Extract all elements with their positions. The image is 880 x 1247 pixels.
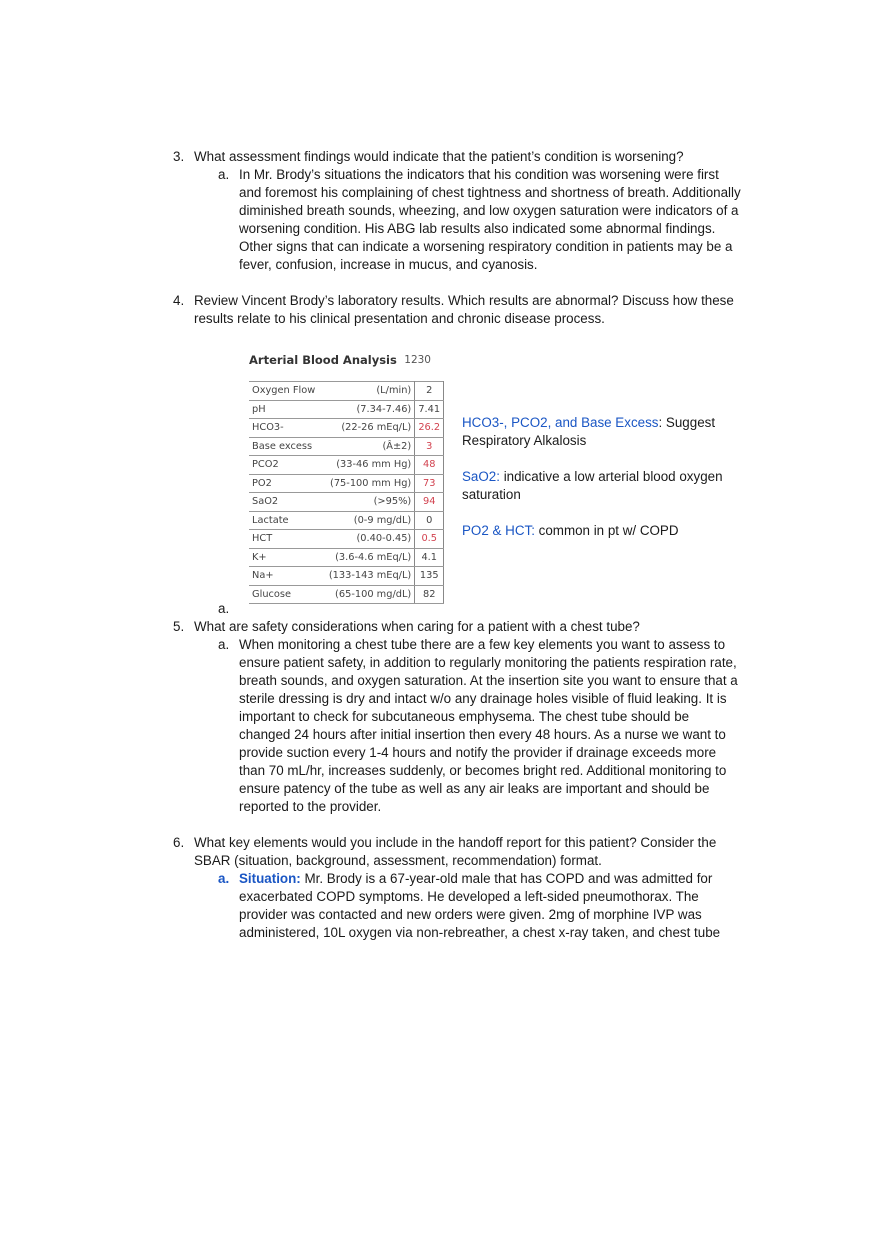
abg-value: 82 xyxy=(415,585,444,604)
abg-row xyxy=(249,548,444,567)
abg-reference-range: (0.40-0.45) xyxy=(318,530,415,549)
abg-row xyxy=(249,530,444,549)
abg-value: 7.41 xyxy=(415,400,444,419)
abg-test-name: Na+ xyxy=(249,567,318,586)
abg-reference-range: (22-26 mEq/L) xyxy=(318,419,415,438)
abg-reference-range: (L/min) xyxy=(318,382,415,401)
abg-test-name: Glucose xyxy=(249,585,318,604)
abg-reference-range: (33-46 mm Hg) xyxy=(318,456,415,475)
abg-row xyxy=(249,437,444,456)
q6-answer-label: a. xyxy=(218,871,230,886)
abg-value: 4.1 xyxy=(415,548,444,567)
q4-answer-label: a. xyxy=(218,601,230,616)
q5-number: 5. xyxy=(173,619,185,634)
q6-answer xyxy=(239,870,743,942)
note-po2-hct: PO2 & HCT: common in pt w/ COPD xyxy=(462,523,679,538)
abg-reference-range: (0-9 mg/dL) xyxy=(318,511,415,530)
abg-test-name: K+ xyxy=(249,548,318,567)
abg-row xyxy=(249,567,444,586)
abg-test-name: pH xyxy=(249,400,318,419)
abg-row xyxy=(249,474,444,493)
q4-number: 4. xyxy=(173,293,185,308)
abg-row xyxy=(249,400,444,419)
abg-reference-range: (133-143 mEq/L) xyxy=(318,567,415,586)
abg-lab-table xyxy=(249,352,449,604)
abg-value: 73 xyxy=(415,474,444,493)
abg-test-name: PCO2 xyxy=(249,456,318,475)
abg-value: 26.2 xyxy=(415,419,444,438)
abg-test-name: PO2 xyxy=(249,474,318,493)
abg-reference-range: (65-100 mg/dL) xyxy=(318,585,415,604)
abg-test-name: HCT xyxy=(249,530,318,549)
abg-value: 48 xyxy=(415,456,444,475)
abg-value: 2 xyxy=(415,382,444,401)
note-sao2: SaO2: indicative a low arterial blood oxygen saturation xyxy=(462,469,723,502)
q6-question: What key elements would you include in the handoff report for this patient? Consider the SBAR (situation, background, assessment, recommendation) format. xyxy=(194,835,717,868)
question-4 xyxy=(173,292,743,618)
abg-test-name: SaO2 xyxy=(249,493,318,512)
abg-row xyxy=(249,585,444,604)
situation-heading: Situation: xyxy=(239,871,301,886)
q3-question: What assessment findings would indicate that the patient’s condition is worsening? xyxy=(194,149,684,164)
q5-question: What are safety considerations when caring for a patient with a chest tube? xyxy=(194,619,640,634)
abg-test-name: Base excess xyxy=(249,437,318,456)
abg-reference-range: (3.6-4.6 mEq/L) xyxy=(318,548,415,567)
abg-title: Arterial Blood Analysis xyxy=(249,353,397,367)
abg-row xyxy=(249,511,444,530)
q3-answer: In Mr. Brody’s situations the indicators that his condition was worsening were first and foremost his complaining of chest tightness and shortness of breath. Additionally diminished breath sounds, wheezing, and low oxygen saturation were indicators of a worsening condition. His ABG lab results also indicated some abnormal findings. Other signs that can indicate a worsening respiratory condition in patients may be a fever, confusion, increase in mucus, and cyanosis. xyxy=(239,167,741,272)
abg-row xyxy=(249,493,444,512)
q3-answer-label: a. xyxy=(218,167,230,182)
note-acid-base: HCO3-, PCO2, and Base Excess: Suggest Respiratory Alkalosis xyxy=(462,415,716,448)
situation-text: Mr. Brody is a 67-year-old male that has COPD and was admitted for exacerbated COPD symptoms. He developed a left-sided pneumothorax. The provider was contacted and new orders were given. 2mg of morphine IVP was administered, 10L oxygen via non-rebreather, a chest x-ray taken, and chest tube xyxy=(239,871,721,940)
abg-value: 0 xyxy=(415,511,444,530)
abg-row xyxy=(249,419,444,438)
abg-test-name: HCO3- xyxy=(249,419,318,438)
abg-reference-range: (7.34-7.46) xyxy=(318,400,415,419)
abg-time: 1230 xyxy=(404,354,431,366)
abg-reference-range: (Â±2) xyxy=(318,437,415,456)
abg-notes xyxy=(462,414,737,558)
question-3 xyxy=(173,148,743,274)
abg-value: 3 xyxy=(415,437,444,456)
q6-number: 6. xyxy=(173,835,185,850)
question-6 xyxy=(173,834,743,942)
q5-answer-label: a. xyxy=(218,637,230,652)
abg-value: 0.5 xyxy=(415,530,444,549)
abg-table xyxy=(249,381,444,604)
q3-number: 3. xyxy=(173,149,185,164)
abg-row xyxy=(249,382,444,401)
q4-question: Review Vincent Brody’s laboratory results. Which results are abnormal? Discuss how these results relate to his clinical presentation and chronic disease process. xyxy=(194,293,734,326)
question-5 xyxy=(173,618,743,816)
q5-answer: When monitoring a chest tube there are a few key elements you want to assess to ensure patient safety, in addition to regularly monitoring the patients respiration rate, breath sounds, and oxygen saturation. At the insertion site you want to ensure that a sterile dressing is dry and intact w/o any drainage holes visible of fluid leaking. It is important to check for subcutaneous emphysema. The chest tube should be changed 24 hours after initial insertion then every 48 hours. As a nurse we want to provide suction every 1-4 hours and notify the provider if drainage exceeds more than 70 mL/hr, increases suddenly, or becomes bright red. Additional monitoring to ensure patency of the tube as well as any air leaks are important and should be reported to the provider. xyxy=(239,637,738,814)
abg-test-name: Lactate xyxy=(249,511,318,530)
abg-value: 94 xyxy=(415,493,444,512)
abg-test-name: Oxygen Flow xyxy=(249,382,318,401)
abg-row xyxy=(249,456,444,475)
abg-reference-range: (75-100 mm Hg) xyxy=(318,474,415,493)
abg-reference-range: (>95%) xyxy=(318,493,415,512)
abg-value: 135 xyxy=(415,567,444,586)
